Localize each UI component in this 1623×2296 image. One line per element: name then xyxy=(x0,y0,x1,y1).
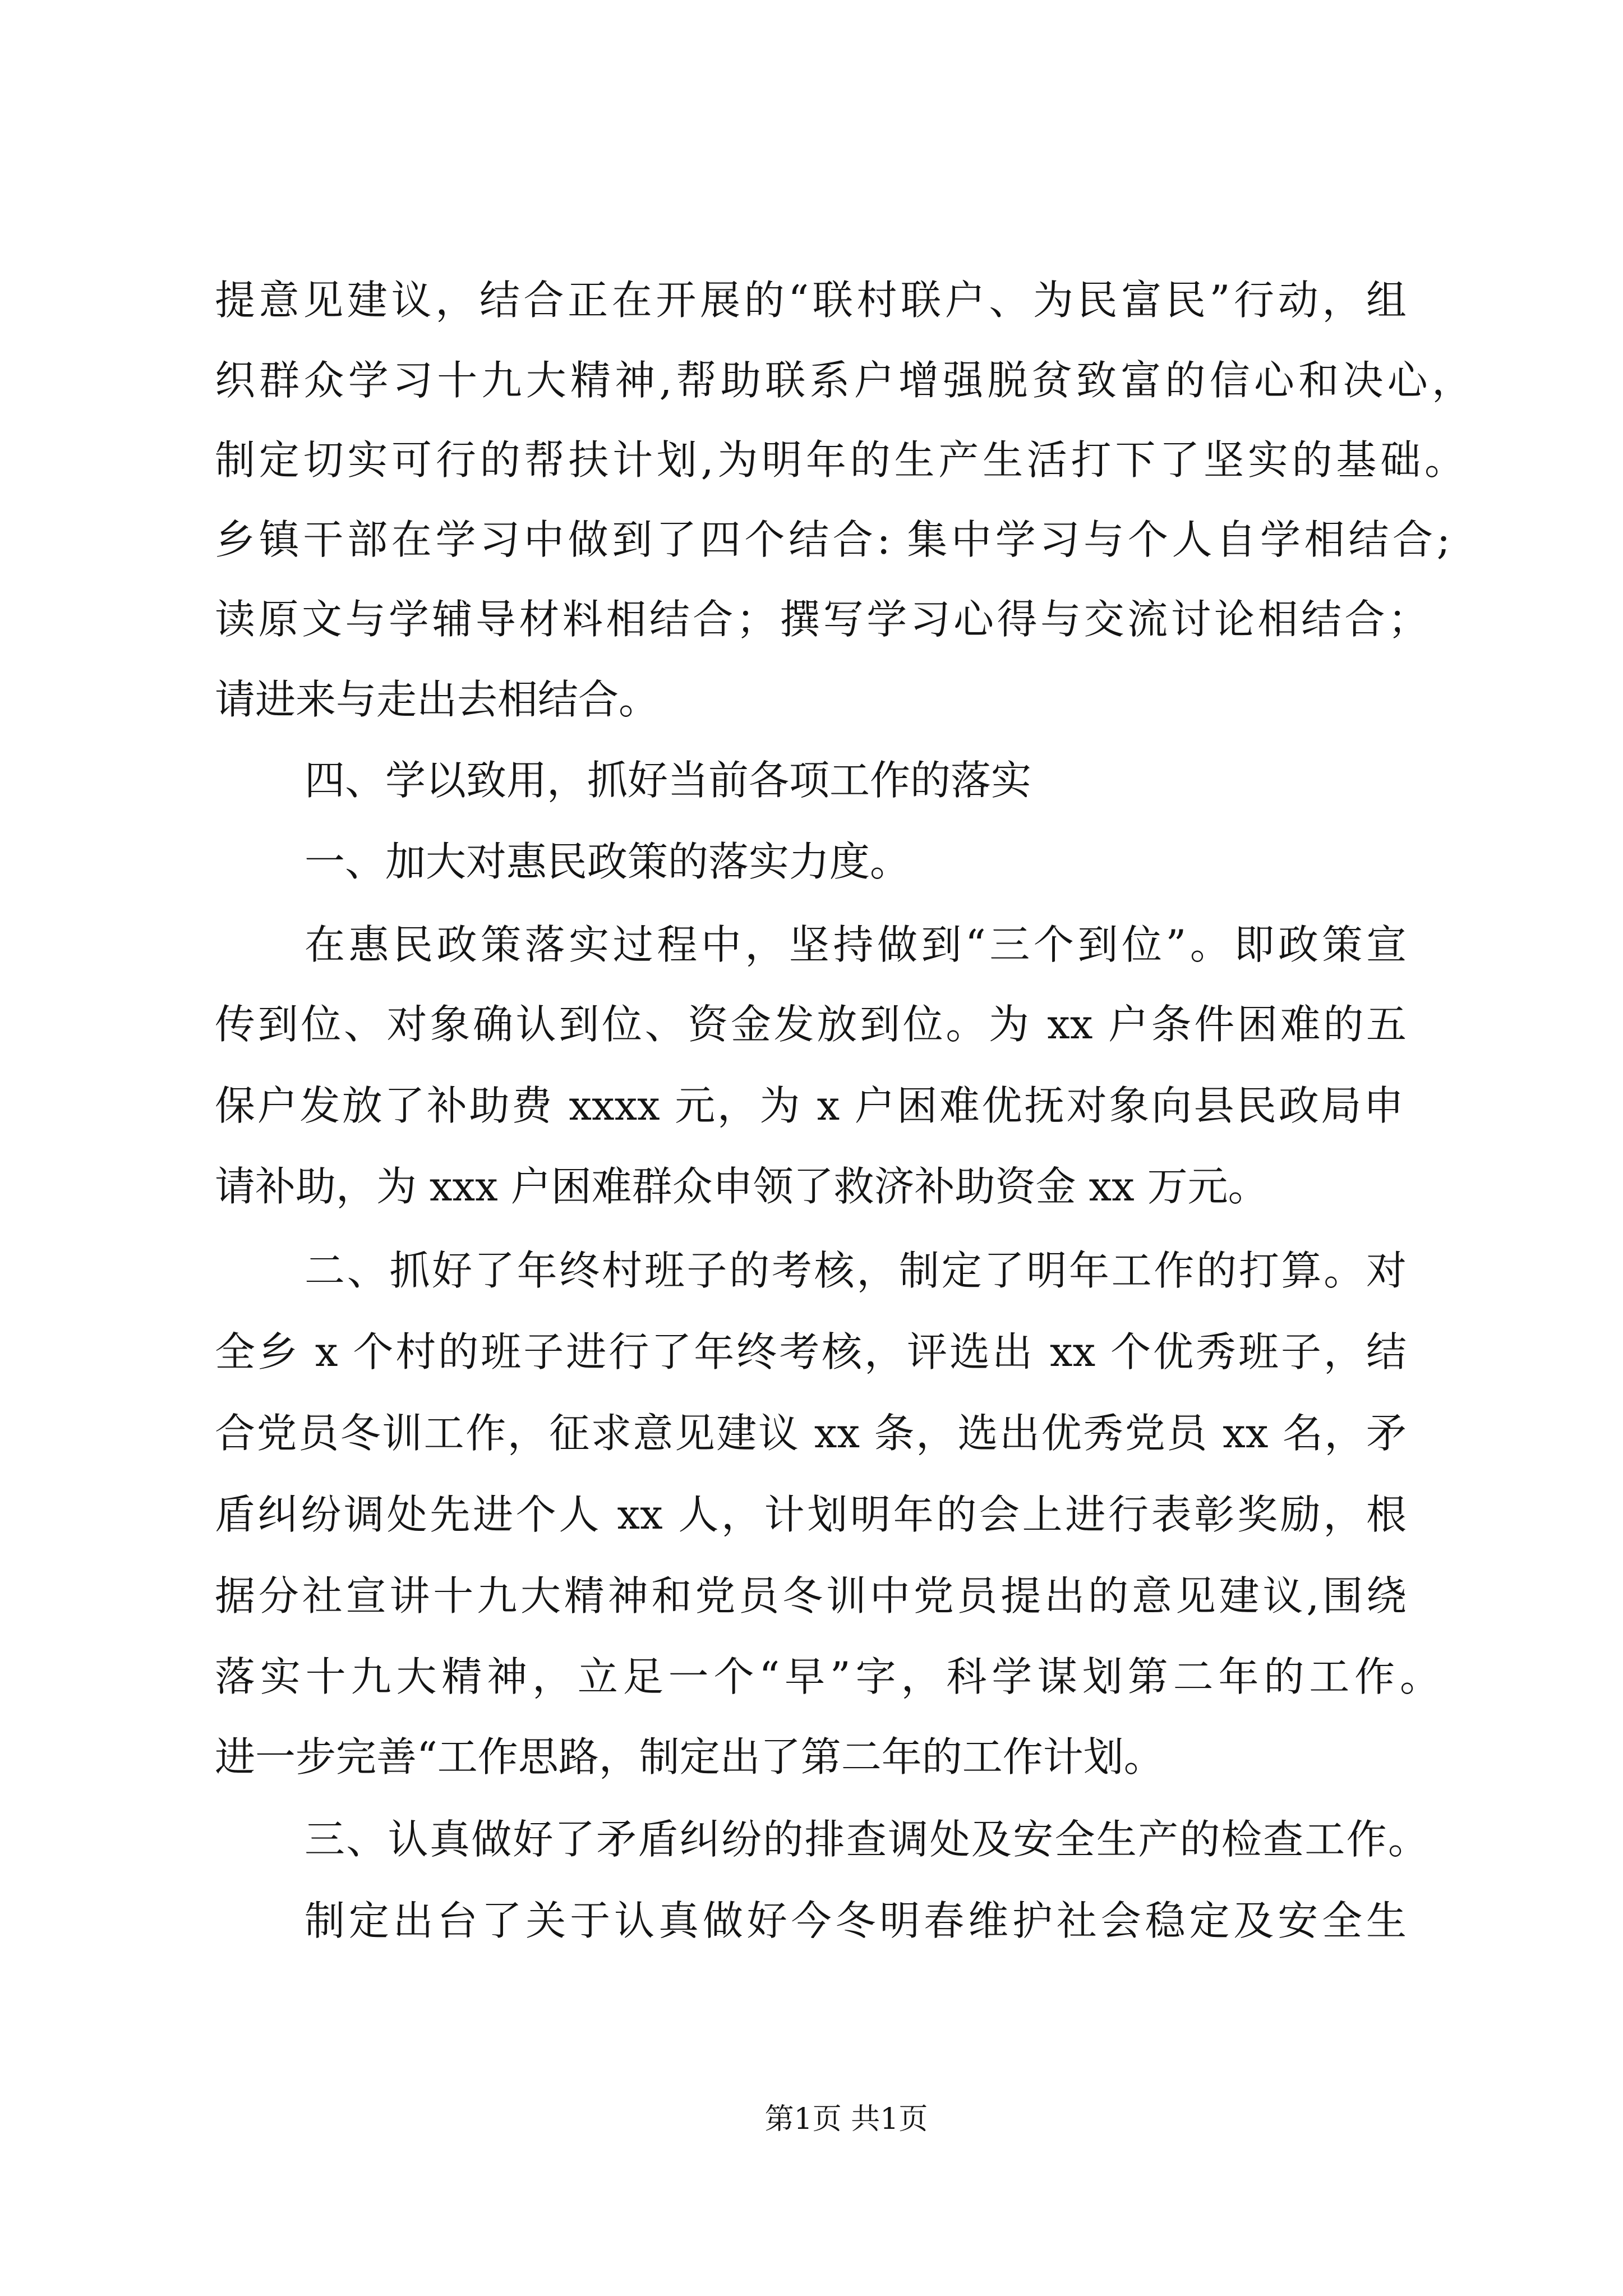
text-line: 请补助，为 xxx 户困难群众申领了救济补助资金 xx 万元。 xyxy=(215,1163,1269,1210)
text-line: 三、认真做好了矛盾纠纷的排查调处及安全生产的检查工作。 xyxy=(305,1816,1428,1863)
section-heading: 四、学以致用，抓好当前各项工作的落实 xyxy=(305,757,1032,804)
text-line: 合党员冬训工作，征求意见建议 xx 条，选出优秀党员 xx 名，矛 xyxy=(215,1410,1407,1457)
text-line: 制定切实可行的帮扶计划,为明年的生产生活打下了坚实的基础。 xyxy=(215,436,1465,484)
text-line: 乡镇干部在学习中做到了四个结合: 集中学习与个人自学相结合; xyxy=(215,516,1450,563)
text-line: 二、抓好了年终村班子的考核，制定了明年工作的打算。对 xyxy=(305,1247,1407,1294)
text-line: 请进来与走出去相结合。 xyxy=(215,676,660,723)
text-line: 盾纠纷调处先进个人 xx 人，计划明年的会上进行表彰奖励，根 xyxy=(215,1491,1407,1538)
text-line: 提意见建议，结合正在开展的“联村联户、为民富民”行动，组 xyxy=(215,277,1407,324)
text-line: 读原文与学辅导材料相结合；撰写学习心得与交流讨论相结合； xyxy=(215,596,1428,643)
text-line: 传到位、对象确认到位、资金发放到位。为 xx 户条件困难的五 xyxy=(215,1001,1407,1048)
text-line: 在惠民政策落实过程中，坚持做到“三个到位”。即政策宣 xyxy=(305,921,1407,968)
text-line: 据分社宣讲十九大精神和党员冬训中党员提出的意见建议,围绕 xyxy=(215,1572,1407,1619)
subsection-heading: 一、加大对惠民政策的落实力度。 xyxy=(305,838,911,885)
text-line: 落实十九大精神，立足一个“早”字，科学谋划第二年的工作。 xyxy=(215,1653,1440,1700)
text-line: 进一步完善“工作思路，制定出了第二年的工作计划。 xyxy=(215,1733,1164,1780)
text-line: 全乡 x 个村的班子进行了年终考核，评选出 xx 个优秀班子，结 xyxy=(215,1328,1407,1375)
text-line: 保户发放了补助费 xxxx 元，为 x 户困难优抚对象向县民政局申 xyxy=(215,1082,1404,1129)
text-line: 制定出台了关于认真做好今冬明春维护社会稳定及安全生 xyxy=(305,1897,1407,1944)
page-footer: 第1页 共1页 xyxy=(764,2102,928,2136)
text-line: 织群众学习十九大精神,帮助联系户增强脱贫致富的信心和决心， xyxy=(215,357,1472,404)
